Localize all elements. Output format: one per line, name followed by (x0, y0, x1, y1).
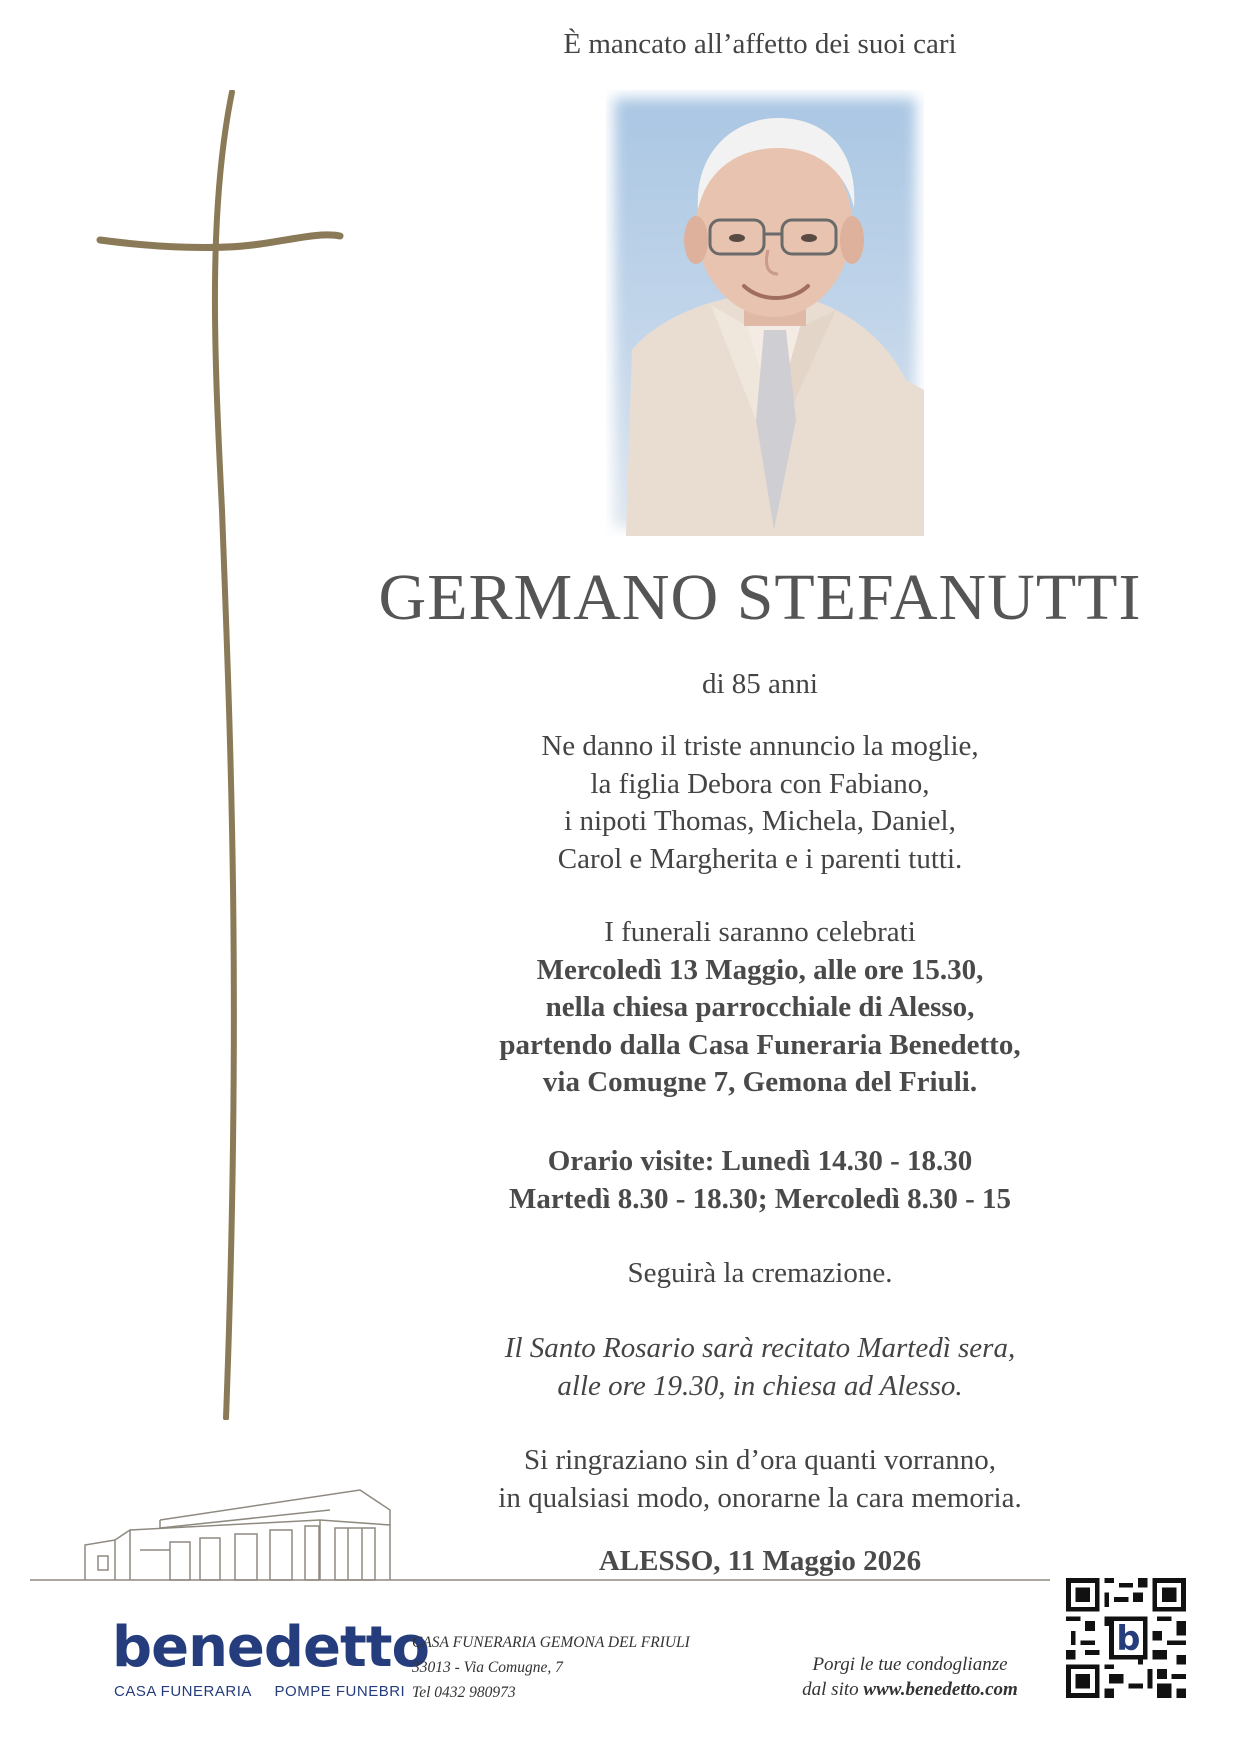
logo-sub-pompe-funebri: POMPE FUNEBRI (274, 1683, 406, 1700)
family-line: Carol e Margherita e i parenti tutti. (557, 842, 963, 875)
family-line: i nipoti Thomas, Michela, Daniel, (564, 805, 956, 837)
family-announcement (340, 728, 1180, 878)
qr-code-icon[interactable] (1066, 1578, 1186, 1698)
family-line: la figlia Debora con Fabiano, (590, 767, 930, 800)
thanks-line: in qualsiasi modo, onorarne la cara memoria. (498, 1481, 1022, 1514)
rosary-line: alle ore 19.30, in chiesa ad Alesso. (557, 1369, 963, 1402)
funeral-intro: I funerali saranno celebrati (604, 916, 916, 948)
address-line: Tel 0432 980973 (412, 1684, 516, 1701)
deceased-name: GERMANO STEFANUTTI (378, 561, 1142, 634)
age-line: di 85 anni (702, 668, 818, 700)
condolences-line1: Porgi le tue condoglianze (812, 1654, 1008, 1675)
rosary-note (340, 1330, 1180, 1405)
portrait-photo (606, 90, 924, 536)
svg-text:b: b (1116, 1619, 1141, 1658)
rosary-line: Il Santo Rosario sarà recitato Martedì sera, (504, 1332, 1016, 1364)
portrait-illustration (606, 90, 924, 536)
visits-line: Orario visite: Lunedì 14.30 - 18.30 (547, 1145, 973, 1177)
funeral-details (340, 914, 1180, 1102)
funeral-home-building-icon (30, 1470, 1050, 1600)
funeral-home-address (412, 1630, 690, 1705)
funeral-line: partendo dalla Casa Funeraria Benedetto, (499, 1028, 1021, 1061)
logo-sub-casa-funeraria: CASA FUNERARIA (114, 1683, 252, 1700)
benedetto-logo: benedetto (112, 1615, 429, 1680)
condolences-prefix: dal sito (802, 1679, 864, 1700)
funeral-line: via Comugne 7, Gemona del Friuli. (542, 1066, 978, 1098)
condolences-note (790, 1652, 1030, 1702)
address-line: CASA FUNERARIA GEMONA DEL FRIULI (412, 1634, 690, 1651)
cremation-note: Seguirà la cremazione. (627, 1257, 893, 1289)
visiting-hours (340, 1143, 1180, 1218)
family-line: Ne danno il triste annuncio la moglie, (541, 730, 979, 762)
logo-subtitle (114, 1683, 423, 1700)
thanks-line: Si ringraziano sin d’ora quanti vorranno, (524, 1444, 996, 1476)
funeral-line: Mercoledì 13 Maggio, alle ore 15.30, (536, 953, 984, 986)
place-date: ALESSO, 11 Maggio 2026 (598, 1545, 922, 1577)
website-link[interactable]: www.benedetto.com (863, 1679, 1018, 1700)
cross-icon (90, 90, 350, 1420)
condolences-line2 (790, 1677, 1030, 1702)
address-line: 33013 - Via Comugne, 7 (412, 1659, 563, 1676)
funeral-line: nella chiesa parrocchiale di Alesso, (545, 991, 975, 1023)
visits-line: Martedì 8.30 - 18.30; Mercoledì 8.30 - 15 (508, 1182, 1011, 1215)
intro-line: È mancato all’affetto dei suoi cari (563, 28, 957, 60)
